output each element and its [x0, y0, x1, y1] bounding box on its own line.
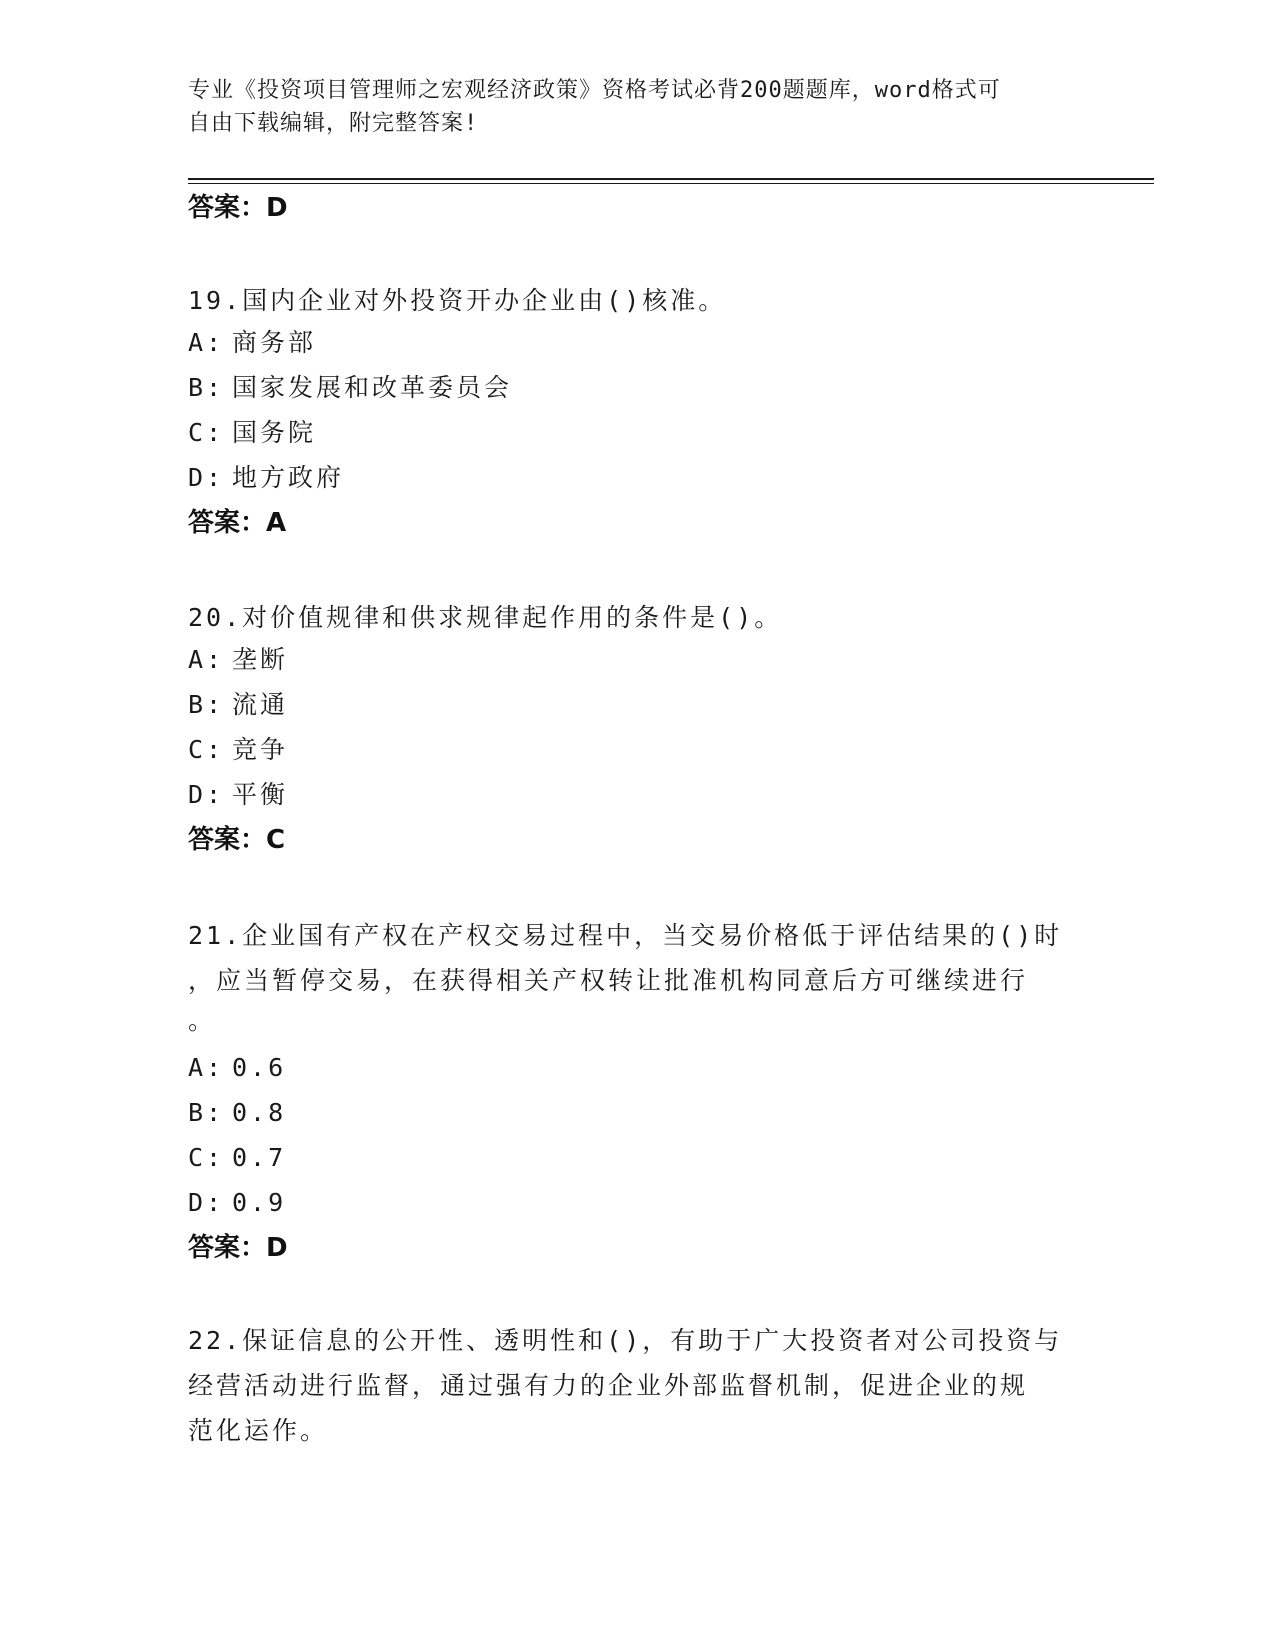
question-21-stem-line-2: ，应当暂停交易，在获得相关产权转让批准机构同意后方可继续进行 [188, 966, 1029, 995]
option-letter: B: [188, 373, 225, 402]
question-21-answer: 答案：D [188, 1233, 288, 1263]
option-letter: D: [188, 780, 225, 809]
option-letter: C: [188, 1143, 225, 1172]
option-letter: B: [188, 690, 225, 719]
option-letter: C: [188, 418, 225, 447]
option-text: 0.7 [232, 1143, 287, 1172]
question-20-answer: 答案：C [188, 825, 286, 855]
option-letter: A: [188, 1053, 225, 1082]
question-19-option-d [188, 460, 344, 496]
header-line-1: 专业《投资项目管理师之宏观经济政策》资格考试必背200题题库，word格式可 [188, 78, 1001, 103]
question-21-stem [188, 913, 1078, 1039]
option-text: 国家发展和改革委员会 [232, 373, 513, 402]
question-19-option-a [188, 325, 316, 361]
question-20-option-a [188, 642, 288, 678]
option-text: 流通 [232, 690, 289, 719]
option-text: 地方政府 [232, 463, 345, 492]
option-text: 0.8 [232, 1098, 287, 1127]
question-19-answer: 答案：A [188, 508, 287, 538]
question-22-stem-line-3: 范化运作。 [188, 1416, 329, 1445]
question-22-stem [188, 1318, 1078, 1453]
question-21-option-d [188, 1185, 286, 1221]
question-19-option-b [188, 370, 512, 406]
option-text: 平衡 [232, 780, 289, 809]
question-21-stem-line-1: 21.企业国有产权在产权交易过程中，当交易价格低于评估结果的()时 [188, 921, 1063, 950]
header-line-2: 自由下载编辑，附完整答案! [188, 111, 479, 136]
question-19-stem: 19.国内企业对外投资开办企业由()核准。 [188, 286, 727, 315]
option-text: 垄断 [232, 645, 289, 674]
question-21-option-a [188, 1050, 286, 1086]
option-text: 竞争 [232, 735, 289, 764]
option-letter: C: [188, 735, 225, 764]
question-19-option-c [188, 415, 316, 451]
header-rule-thick [188, 178, 1154, 180]
option-text: 0.9 [232, 1188, 287, 1217]
question-21-stem-line-3: 。 [188, 1006, 217, 1035]
answer-previous: 答案：D [188, 193, 288, 223]
question-20-option-d [188, 777, 288, 813]
option-letter: B: [188, 1098, 225, 1127]
question-22-stem-line-1: 22.保证信息的公开性、透明性和()，有助于广大投资者对公司投资与 [188, 1326, 1063, 1355]
question-21-option-c [188, 1140, 286, 1176]
option-text: 0.6 [232, 1053, 287, 1082]
option-letter: D: [188, 1188, 225, 1217]
option-letter: A: [188, 328, 225, 357]
option-text: 商务部 [232, 328, 317, 357]
header-rule-thin [188, 183, 1154, 184]
question-20-option-c [188, 732, 288, 768]
document-header [188, 74, 1068, 140]
question-21-option-b [188, 1095, 286, 1131]
option-text: 国务院 [232, 418, 317, 447]
question-20-option-b [188, 687, 288, 723]
question-22-stem-line-2: 经营活动进行监督，通过强有力的企业外部监督机制，促进企业的规 [188, 1371, 1029, 1400]
question-20-stem: 20.对价值规律和供求规律起作用的条件是()。 [188, 603, 783, 632]
option-letter: D: [188, 463, 225, 492]
option-letter: A: [188, 645, 225, 674]
